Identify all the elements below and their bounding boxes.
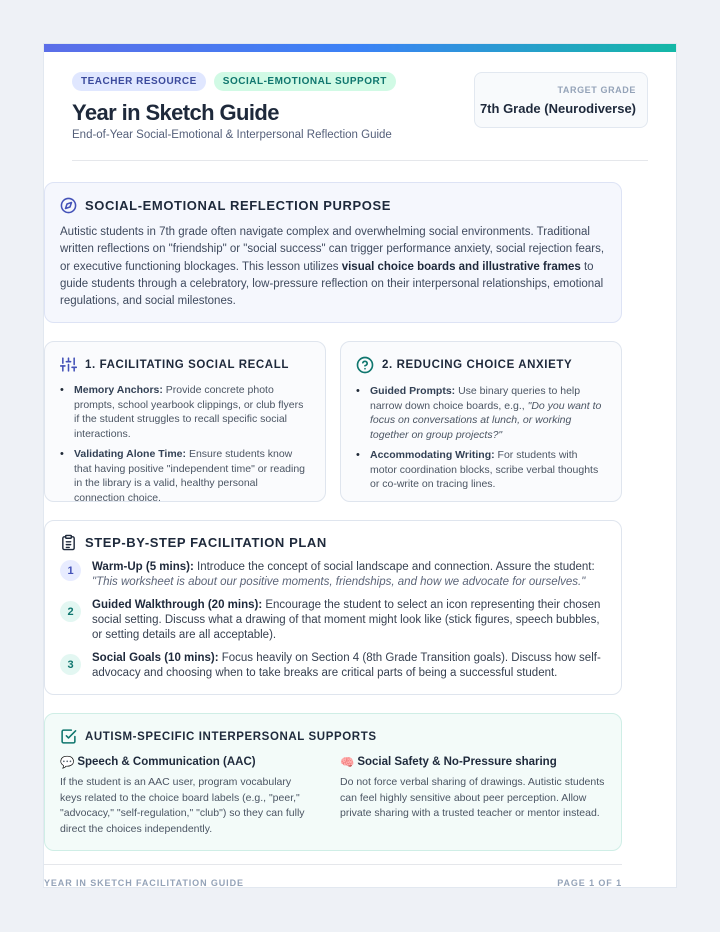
list-item-text: Use binary queries to help narrow down choice boards, e.g., bbox=[370, 385, 581, 412]
step-text bbox=[92, 651, 609, 681]
aac-title-row bbox=[60, 755, 315, 769]
sliders-icon bbox=[60, 356, 77, 373]
list-item-label: Guided Prompts: bbox=[370, 385, 456, 397]
list-item-label: Validating Alone Time: bbox=[74, 448, 187, 460]
purpose-text-part: to guide students through a celebratory, low-pressure reflection on their interpersonal relationships, emotional regulations, and social milestones. bbox=[60, 260, 604, 308]
list-item bbox=[74, 383, 310, 441]
purpose-text-part: Autistic students in 7th grade often navigate complex and overwhelming social environments. Traditional written reflections on "friendship" or "social success" can trigger performance anxiety, social rejection fears, or executive functioning blockages. This lesson utilizes bbox=[60, 226, 605, 273]
step-label: Social Goals (10 mins): bbox=[92, 652, 219, 664]
purpose-text bbox=[60, 224, 606, 310]
plan-step bbox=[60, 651, 609, 681]
social-safety-support bbox=[340, 755, 612, 822]
gradient-top-bar bbox=[44, 44, 676, 52]
step-text bbox=[92, 560, 609, 590]
target-grade-box bbox=[474, 72, 648, 128]
step-label: Warm-Up (5 mins): bbox=[92, 561, 194, 573]
brain-icon: 🧠 bbox=[340, 757, 355, 769]
footer-title: YEAR IN SKETCH FACILITATION GUIDE bbox=[44, 878, 244, 888]
safety-title: Social Safety & No-Pressure sharing bbox=[357, 756, 557, 768]
list-item-text: For students with motor coordination blocks, scribe verbal thoughts or co-write on tracing lines. bbox=[370, 449, 599, 490]
list-item-text: Provide concrete photo prompts, school yearbook clippings, or club flyers if the student struggles to recall specific social interactions. bbox=[74, 384, 304, 440]
step-description: Focus heavily on Section 4 (8th Grade Transition goals). Discuss how self-advocacy and choosing when to take breaks are critical parts of being a successful student. bbox=[92, 652, 601, 679]
anxiety-heading-row bbox=[356, 356, 606, 374]
target-grade-label: TARGET GRADE bbox=[557, 85, 636, 95]
recall-heading-row bbox=[60, 356, 310, 373]
step-quote: "This worksheet is about our positive moments, friendships, and how we advocate for ourselves." bbox=[92, 575, 586, 588]
page-header bbox=[72, 52, 648, 161]
step-description: Encourage the student to select an icon representing their chosen social setting. Discuss what a drawing of that moment might look like (stick figures, speech bubbles, or setting details are all acceptable). bbox=[92, 599, 601, 641]
anxiety-list bbox=[356, 384, 606, 492]
aac-support bbox=[60, 755, 315, 837]
page-footer bbox=[44, 864, 622, 888]
clipboard-icon bbox=[60, 534, 77, 551]
supports-heading: AUTISM-SPECIFIC INTERPERSONAL SUPPORTS bbox=[85, 730, 377, 743]
list-item-label: Accommodating Writing: bbox=[370, 449, 495, 461]
step-text bbox=[92, 598, 609, 642]
teacher-resource-badge: TEACHER RESOURCE bbox=[72, 72, 206, 91]
choice-anxiety-card bbox=[340, 341, 622, 502]
help-circle-icon bbox=[356, 356, 374, 374]
purpose-card bbox=[44, 182, 622, 323]
document-page bbox=[43, 43, 677, 888]
interpersonal-supports-card bbox=[44, 713, 622, 851]
social-recall-card bbox=[44, 341, 326, 502]
speech-bubble-icon: 💬 bbox=[60, 757, 75, 769]
list-item-example: "Do you want to focus on conversations at lunch, or working together on group projects?" bbox=[370, 399, 602, 441]
compass-icon bbox=[60, 197, 77, 214]
facilitation-plan-card bbox=[44, 520, 622, 695]
safety-title-row bbox=[340, 755, 612, 769]
plan-heading-row bbox=[60, 534, 606, 551]
purpose-text-emphasis: visual choice boards and illustrative frames bbox=[341, 260, 581, 273]
page-content bbox=[44, 52, 676, 888]
list-item bbox=[370, 448, 606, 492]
check-square-icon bbox=[60, 728, 77, 745]
plan-step bbox=[60, 598, 609, 642]
step-number: 3 bbox=[60, 654, 81, 675]
step-number: 1 bbox=[60, 560, 81, 581]
aac-title: Speech & Communication (AAC) bbox=[77, 756, 256, 768]
plan-step bbox=[60, 560, 609, 590]
step-label: Guided Walkthrough (20 mins): bbox=[92, 599, 263, 611]
list-item-label: Memory Anchors: bbox=[74, 384, 163, 396]
list-item bbox=[74, 447, 310, 505]
plan-heading: STEP-BY-STEP FACILITATION PLAN bbox=[85, 535, 327, 550]
anxiety-heading: 2. REDUCING CHOICE ANXIETY bbox=[382, 359, 573, 371]
step-number: 2 bbox=[60, 601, 81, 622]
step-description: Introduce the concept of social landscape and connection. Assure the student: bbox=[193, 561, 595, 573]
safety-text: Do not force verbal sharing of drawings. Autistic students can feel highly sensitive about peer perception. Allow private sharing with a trusted teacher or mentor instead. bbox=[340, 776, 605, 820]
supports-heading-row bbox=[60, 728, 606, 745]
recall-heading: 1. FACILITATING SOCIAL RECALL bbox=[85, 358, 289, 371]
page-number: PAGE 1 OF 1 bbox=[557, 878, 622, 888]
social-emotional-badge: SOCIAL-EMOTIONAL SUPPORT bbox=[214, 72, 396, 91]
list-item-text: Ensure students know that having positive "independent time" or reading in the library is a valid, healthy personal connection choice. bbox=[74, 448, 306, 504]
recall-list bbox=[60, 383, 310, 505]
target-grade-value: 7th Grade (Neurodiverse) bbox=[479, 101, 636, 116]
aac-text: If the student is an AAC user, program vocabulary keys related to the choice board labels (e.g., "peer," "advocacy," "self-regulation," "club") so they can fully direct the choices independently. bbox=[60, 776, 305, 835]
purpose-heading: SOCIAL-EMOTIONAL REFLECTION PURPOSE bbox=[85, 198, 392, 213]
page-subtitle: End-of-Year Social-Emotional & Interpersonal Reflection Guide bbox=[72, 129, 392, 141]
page-title: Year in Sketch Guide bbox=[72, 100, 279, 125]
list-item bbox=[370, 384, 606, 442]
badge-row bbox=[72, 72, 396, 91]
purpose-heading-row bbox=[60, 197, 606, 214]
